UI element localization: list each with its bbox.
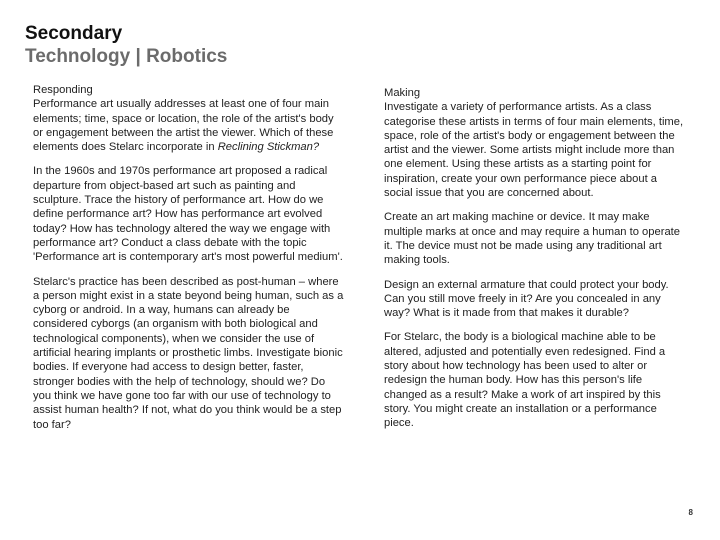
responding-heading: Responding xyxy=(33,84,93,96)
making-paragraph-4: For Stelarc, the body is a biological machine able to be altered, adjusted and potentially even redesigned. Find a story about how technology has been used to alter or redesign the human body. How has this person's life changed as a result? Make a work of art inspired by this story. You might create an installation or a performance piece. xyxy=(384,331,666,430)
responding-paragraph-3: Stelarc's practice has been described as post-human – where a person might exist in a state beyond being human, such as a cyborg or android. In a way, humans can already be considered cyborgs (an organism with both biological and technological components), when we consider the use of artificial hearing implants or prosthetic limbs. Investigate bionic bodies. If everyone had access to design better, faster, stronger bodies with the help of technology, should we? Do you think we have gone too far with our use of technology to assist human health? If not, what do you think would be a step too far? xyxy=(33,275,344,431)
making-paragraph-2: Create an art making machine or device. It may make multiple marks at once and may require a human to operate it. The device must not be made using any traditional art making tools. xyxy=(384,211,681,267)
making-paragraph-1-text: Investigate a variety of performance artists. As a class categorise these artists in terms of four main elements, time, space, role of the artist's body or engagement between the artist and the viewer. Some artists might include more than one element. Using these artists as a starting point for inspiration, create your own performance piece about a social issue that you are concerned about. xyxy=(384,101,684,200)
making-heading: Making xyxy=(384,87,421,99)
making-paragraph-1 xyxy=(384,86,684,200)
responding-paragraph-1 xyxy=(33,83,345,154)
page-number: 8 xyxy=(688,508,693,517)
responding-column xyxy=(33,83,345,442)
responding-paragraph-1-text: Performance art usually addresses at least one of four main elements; time, space or location, the role of the artist's body or engagement between the artist the viewer. Which of these elements does Stelarc incorporate in xyxy=(33,98,334,154)
responding-paragraph-2: In the 1960s and 1970s performance art proposed a radical departure from object-based art such as painting and sculpture. Trace the history of performance art. How do we define performance art? How has performance art evolved today? How has technology altered the way we engage with performance art? Conduct a class debate with the topic 'Performance art is contemporary art's most powerful medium'. xyxy=(33,165,343,264)
page-header xyxy=(25,22,227,68)
page-subtitle: Technology | Robotics xyxy=(25,46,228,67)
artwork-title: Reclining Stickman? xyxy=(217,141,320,154)
making-column xyxy=(384,86,684,441)
page-title: Secondary xyxy=(25,23,123,44)
making-paragraph-3: Design an external armature that could protect your body. Can you still move freely in it? Are you concealed in any way? What is it made from that makes it durable? xyxy=(384,278,669,320)
